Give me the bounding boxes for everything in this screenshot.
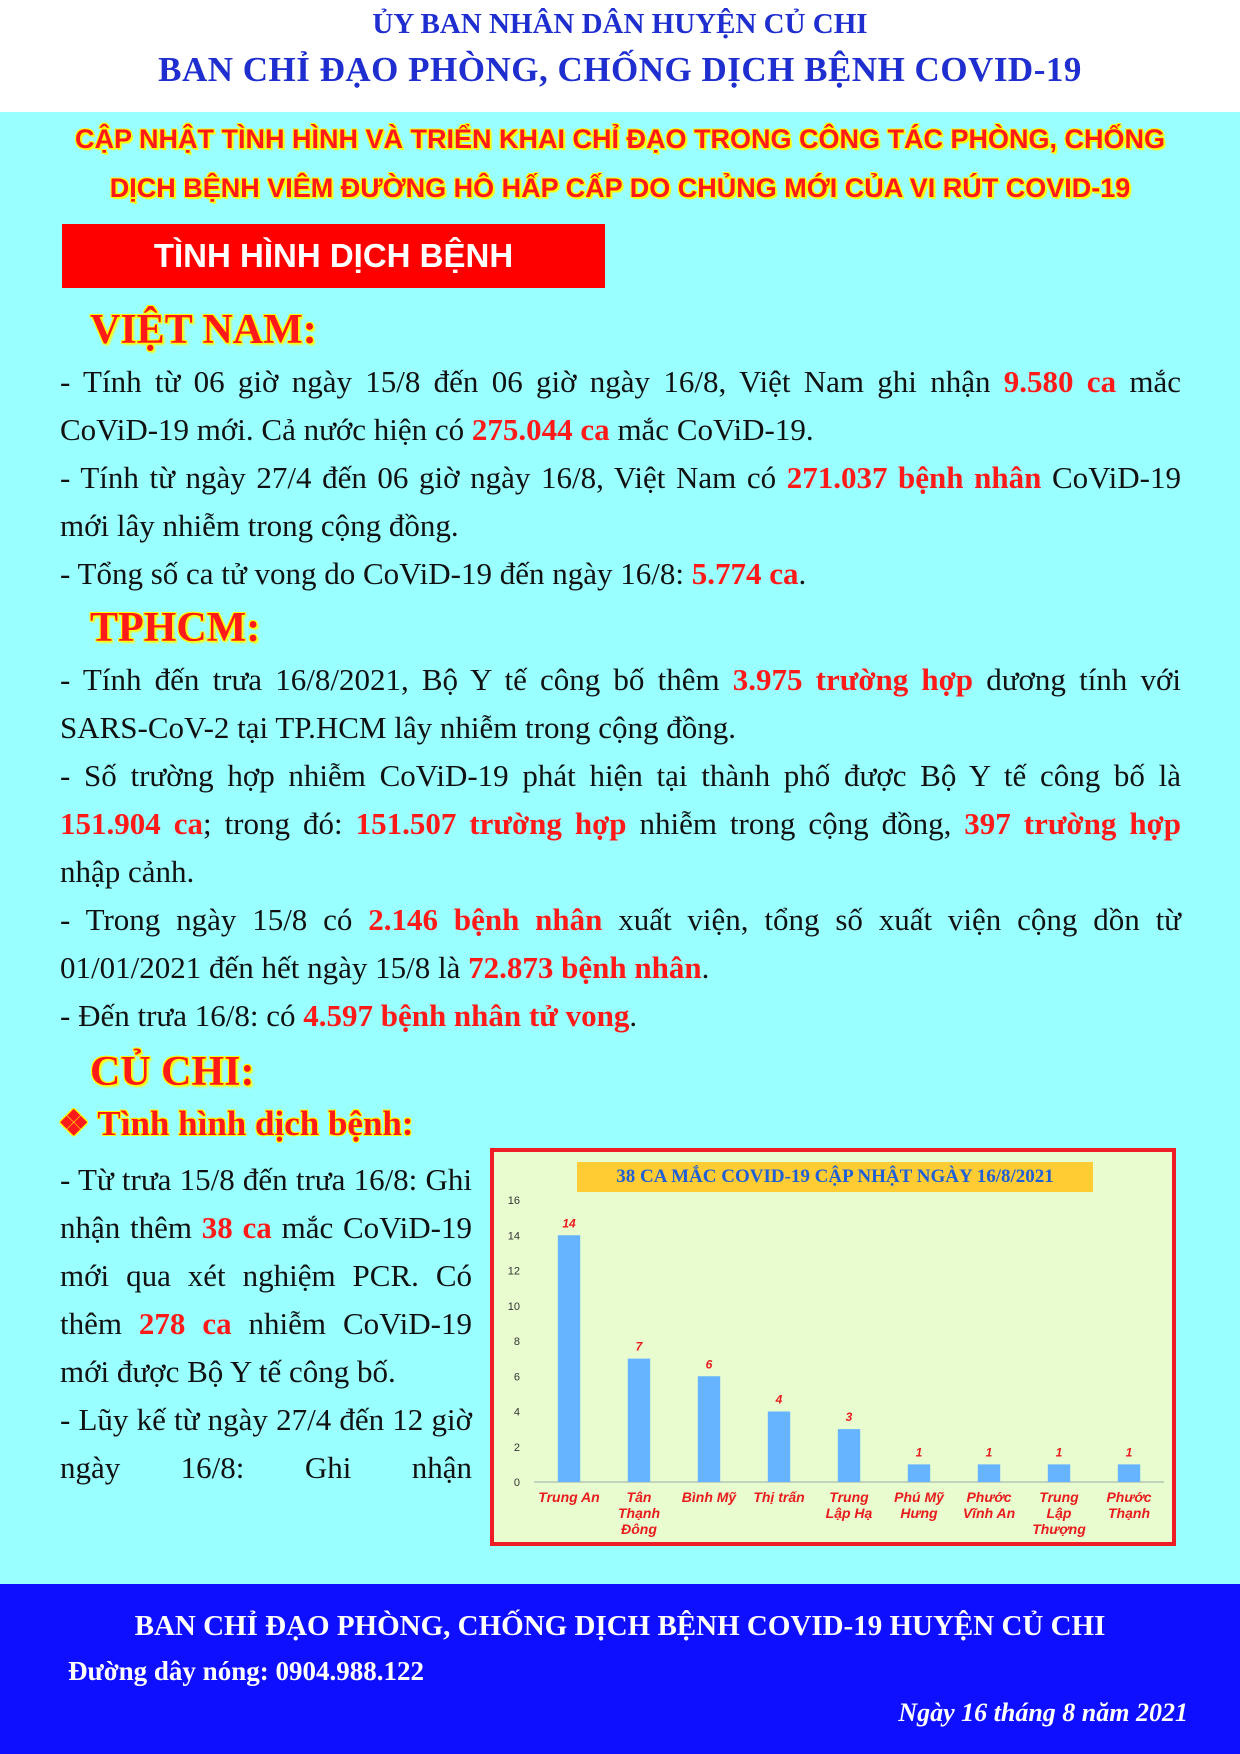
category-label: Phước	[1106, 1489, 1152, 1505]
section-banner: TÌNH HÌNH DỊCH BỆNH	[62, 224, 605, 288]
text: - Số trường hợp nhiễm CoViD-19 phát hiện tại thành phố được Bộ Y tế công bố là	[60, 758, 1181, 793]
data-label: 4	[775, 1392, 783, 1407]
data-label: 1	[915, 1445, 923, 1460]
category-label: Tân	[626, 1489, 652, 1505]
heading-vietnam: VIỆT NAM:	[90, 307, 317, 353]
text: nhiễm trong cộng đồng,	[626, 806, 965, 841]
category-label: Phú Mỹ	[894, 1489, 944, 1505]
category-label: Đông	[621, 1521, 657, 1537]
text: - Tính đến trưa 16/8/2021, Bộ Y tế công bố thêm	[60, 662, 733, 697]
y-tick-label: 16	[507, 1195, 520, 1207]
cuchi-text-column	[60, 1156, 472, 1540]
category-label: Trung An	[538, 1489, 600, 1505]
header-committee: BAN CHỈ ĐẠO PHÒNG, CHỐNG DỊCH BỆNH COVID-19	[158, 50, 1082, 89]
y-tick-label: 8	[513, 1336, 520, 1348]
data-label: 1	[1125, 1445, 1133, 1460]
category-label: Thị trấn	[753, 1489, 805, 1505]
text: ; trong đó:	[202, 806, 356, 841]
diamond-bullet-icon: ❖	[58, 1104, 90, 1143]
highlight-new-cases: 9.580 ca	[1003, 364, 1117, 399]
footer-date: Ngày 16 tháng 8 năm 2021	[898, 1698, 1188, 1727]
category-label: Phước	[966, 1489, 1012, 1505]
vietnam-para-2	[60, 454, 1181, 550]
tphcm-para-3	[60, 896, 1181, 992]
cuchi-para-1	[60, 1156, 472, 1396]
text: mắc CoViD-19.	[609, 412, 814, 447]
y-tick-label: 4	[513, 1406, 520, 1419]
text: - Từ trưa 15/8 đến trưa 16/8: Ghi nhận thêm	[60, 1162, 472, 1245]
y-tick-label: 2	[513, 1441, 520, 1454]
highlight-cuchi-new: 38 ca	[201, 1210, 272, 1245]
vietnam-para-3	[60, 550, 1181, 598]
bar	[628, 1359, 650, 1482]
highlight-deaths: 5.774 ca	[691, 556, 799, 591]
text: xuất viện, tổng số xuất viện cộng dồn từ 01/01/2021 đến hết ngày 15/8 là	[60, 902, 1181, 985]
text: CoViD-19 mới lây nhiễm trong cộng đồng.	[60, 460, 1181, 543]
subtitle-line-2: DỊCH BỆNH VIÊM ĐƯỜNG HÔ HẤP CẤP DO CHỦNG MỚI CỦA VI RÚT COVID-19	[109, 173, 1131, 203]
header	[0, 0, 1240, 112]
category-label: Lập Hạ	[825, 1505, 873, 1521]
y-tick-label: 6	[513, 1371, 520, 1384]
chart-title: 38 CA MẮC COVID-19 CẬP NHẬT NGÀY 16/8/2021	[577, 1162, 1093, 1192]
cuchi-subheading	[58, 1104, 414, 1144]
y-tick-label: 10	[507, 1300, 520, 1313]
footer	[0, 1584, 1240, 1754]
bar	[558, 1235, 580, 1482]
category-label: Thạnh	[618, 1505, 660, 1521]
text: nhập cảnh.	[60, 854, 195, 889]
header-authority: ỦY BAN NHÂN DÂN HUYỆN CỦ CHI	[372, 8, 868, 40]
highlight-hcm-deaths: 4.597 bệnh nhân tử vong	[303, 998, 630, 1033]
y-tick-label: 12	[507, 1265, 520, 1278]
y-tick-label: 14	[507, 1230, 520, 1243]
subtitle-line-1: CẬP NHẬT TÌNH HÌNH VÀ TRIỂN KHAI CHỈ ĐẠO TRONG CÔNG TÁC PHÒNG, CHỐNG	[74, 124, 1165, 154]
highlight-discharged-total: 72.873 bệnh nhân	[468, 950, 702, 985]
data-label: 3	[845, 1410, 853, 1425]
highlight-hcm-new: 3.975 trường hợp	[732, 662, 974, 697]
text: dương tính với SARS-CoV-2 tại TP.HCM lây nhiễm trong cộng đồng.	[60, 662, 1181, 745]
text: - Trong ngày 15/8 có	[60, 902, 369, 937]
category-label: Thạnh	[1108, 1505, 1150, 1521]
text: - Tính từ ngày 27/4 đến 06 giờ ngày 16/8, Việt Nam có	[60, 460, 787, 495]
bar	[1048, 1464, 1070, 1482]
tphcm-para-4	[60, 992, 1181, 1040]
tphcm-para-2	[60, 752, 1181, 896]
data-label: 7	[635, 1339, 643, 1354]
tphcm-para-1	[60, 656, 1181, 752]
bar	[838, 1429, 860, 1482]
heading-cuchi: CỦ CHI:	[90, 1049, 255, 1095]
data-label: 1	[1055, 1445, 1063, 1460]
category-label: Trung	[829, 1489, 869, 1505]
highlight-community-cases: 271.037 bệnh nhân	[786, 460, 1042, 495]
data-label: 14	[562, 1216, 576, 1231]
category-label: Bình Mỹ	[681, 1489, 737, 1505]
highlight-hcm-community: 151.507 trường hợp	[355, 806, 627, 841]
category-label: Thượng	[1032, 1521, 1086, 1537]
category-label: Hưng	[900, 1505, 938, 1521]
vietnam-para-1	[60, 358, 1181, 454]
text: .	[798, 556, 807, 591]
category-label: Trung	[1039, 1489, 1079, 1505]
category-label: Lập	[1046, 1505, 1072, 1521]
text: - Tổng số ca tử vong do CoViD-19 đến ngày 16/8:	[60, 556, 692, 591]
bar	[698, 1376, 720, 1482]
cuchi-subheading-label: Tình hình dịch bệnh:	[97, 1104, 414, 1143]
heading-tphcm: TPHCM:	[90, 605, 261, 651]
category-label: Vĩnh An	[962, 1505, 1016, 1521]
bar	[768, 1412, 790, 1483]
text: .	[701, 950, 710, 985]
text: - Tính từ 06 giờ ngày 15/8 đến 06 giờ ngày 16/8, Việt Nam ghi nhận	[60, 364, 1004, 399]
bar	[1118, 1464, 1140, 1482]
bar	[908, 1464, 930, 1482]
text: mắc CoViD-19 mới qua xét nghiệm PCR. Có thêm	[60, 1210, 472, 1341]
text: mắc CoViD-19 mới. Cả nước hiện có	[60, 364, 1182, 447]
highlight-hcm-imported: 397 trường hợp	[964, 806, 1181, 841]
bar-chart	[494, 1152, 1172, 1542]
highlight-hcm-total: 151.904 ca	[60, 806, 203, 841]
data-label: 1	[985, 1445, 993, 1460]
cuchi-para-2: - Lũy kế từ ngày 27/4 đến 12 giờ ngày 16/8: Ghi nhận	[60, 1402, 472, 1485]
chart-panel	[490, 1148, 1176, 1546]
footer-hotline: Đường dây nóng: 0904.988.122	[68, 1656, 424, 1686]
data-label: 6	[705, 1357, 713, 1372]
highlight-total-cases: 275.044 ca	[471, 412, 610, 447]
bar	[978, 1464, 1000, 1482]
text: .	[629, 998, 638, 1033]
footer-committee: BAN CHỈ ĐẠO PHÒNG, CHỐNG DỊCH BỆNH COVID-19 HUYỆN CỦ CHI	[134, 1610, 1106, 1642]
highlight-cuchi-announced: 278 ca	[138, 1306, 232, 1341]
y-tick-label: 0	[513, 1477, 520, 1489]
text: - Đến trưa 16/8: có	[60, 998, 304, 1033]
text: nhiễm CoViD-19 mới được Bộ Y tế công bố.	[60, 1306, 472, 1389]
highlight-discharged-day: 2.146 bệnh nhân	[368, 902, 603, 937]
